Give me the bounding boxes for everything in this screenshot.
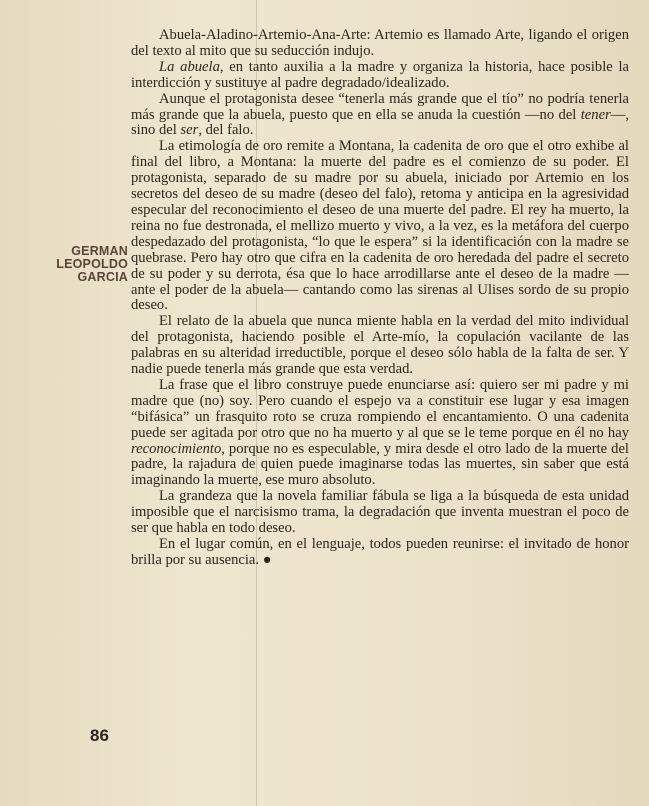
paragraph-8: En el lugar común, en el lenguaje, todos pueden reunirse: el invitado de honor brilla por su ausencia. ● bbox=[131, 536, 629, 568]
paragraph-2: La abuela, en tanto auxilia a la madre y organiza la historia, hace posible la interdicción y sustituye al padre degradado/idealizado. bbox=[131, 58, 629, 91]
author-middle-name: LEOPOLDO bbox=[56, 257, 128, 271]
paragraph-5: El relato de la abuela que nunca miente habla en la verdad del mito individual del protagonista, haciendo posible el Arte-mío, la copulación vacilante de las palabras en su alteridad irreductible, porque el deseo sólo habla de la falta de ser. Y nadie puede tenerla más grande que esta verdad. bbox=[131, 313, 629, 378]
author-first-name: GERMAN bbox=[71, 244, 128, 258]
paragraph-4: La etimología de oro remite a Montana, la cadenita de oro que el otro exhibe al final del libro, a Montana: la muerte del padre es el comienzo de su poder. El protagonista, separado de su madre por su abuela, iniciado por Artemio en los secretos del deseo de su madre (deseo del falo), retoma y anticipa en la agresividad especular del reconocimiento el deseo de una muerte del padre. El rey ha muerto, la reina no fue destronada, el mellizo muerto y vivo, a la vez, es la metáfora del cuerpo despedazado del protagonista, “lo que le espera” si la identificación con la madre se quebrase. Pero hay otro que cifra en la cadenita de oro heredada del padre el secreto de su poder y su derrota, ésa que lo hace arrodillarse ante el deseo de la madre —ante el poder de la abuela— cantando como las sirenas al Ulises sordo de su propio deseo. bbox=[131, 138, 629, 314]
author-name bbox=[28, 245, 128, 284]
paragraph-6: La frase que el libro construye puede enunciarse así: quiero ser mi padre y mi madre que (no) soy. Pero cuando el espejo va a constituir ese lugar y esa imagen “bifásica” un frasquito roto se cruza rompiendo el encantamiento. O una cadenita puede ser agitada por otro que no ha muerto y al que se le teme porque en él no hay reconocimiento, porque no es especulable, y mira desde el otro lado de la muerte del padre, la rajadura de quien puede imaginarse todas las muertes, sin saber que está imaginando la muerte, ese muro absoluto. bbox=[131, 376, 629, 489]
author-last-name: GARCIA bbox=[77, 270, 128, 284]
paragraph-7: La grandeza que la novela familiar fábula se liga a la búsqueda de esta unidad imposible que el narcisismo trama, la degradación que inventa muestran el poco de ser que habla en todo deseo. bbox=[131, 488, 629, 537]
page-number: 86 bbox=[90, 726, 109, 745]
paragraph-1: Abuela-Aladino-Artemio-Ana-Arte: Artemio es llamado Arte, ligando el origen del texto al mito que su seducción indujo. bbox=[131, 27, 629, 59]
essay-body bbox=[131, 28, 629, 569]
paragraph-3: Aunque el protagonista desee “tenerla más grande que el tío” no podría tenerla más grande que la abuela, puesto que en ella se anuda la cuestión —no del tener—, sino del ser, del falo. bbox=[131, 90, 629, 139]
